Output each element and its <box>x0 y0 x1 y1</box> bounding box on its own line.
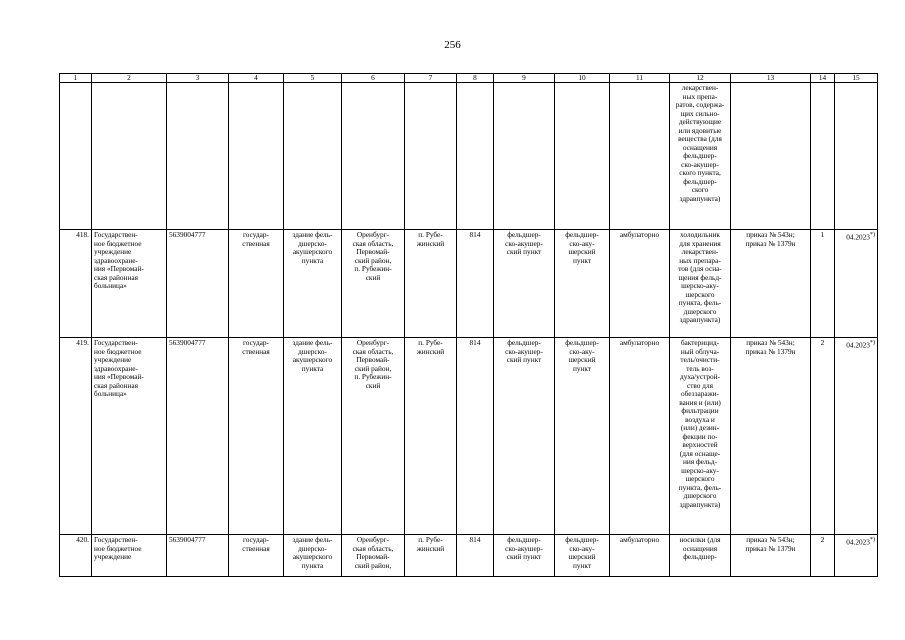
column-header: 11 <box>610 74 670 83</box>
unit-cell: фельдшер- ско-аку- шерский пункт <box>555 230 610 338</box>
quantity-cell: 2 <box>811 338 835 535</box>
settlement-cell: п. Рубе- жинский <box>405 535 457 577</box>
quantity-cell: 1 <box>811 230 835 338</box>
table-row <box>60 230 878 338</box>
order-cell: приказ № 543н; приказ № 1379н <box>731 338 811 535</box>
date-value: 04.2023 <box>846 340 870 350</box>
address-cell: Оренбург- ская область, Первомай- ский район, п. Рубежин- ский <box>342 338 405 535</box>
address-cell: Оренбург- ская область, Первомай- ский район, п. Рубежин- ский <box>342 230 405 338</box>
column-header: 10 <box>555 74 610 83</box>
code-cell: 814 <box>457 535 494 577</box>
footnote-mark: *) <box>869 232 875 238</box>
facility-type-cell: фельдшер- ско-акушер- ский пункт <box>494 535 555 577</box>
table-row <box>60 338 878 535</box>
column-header: 15 <box>835 74 878 83</box>
inn-cell: 5639004777 <box>167 338 229 535</box>
settlement-cell: п. Рубе- жинский <box>405 230 457 338</box>
building-cell: здание фель- дшерско- акушерского пункта <box>284 535 342 577</box>
equipment-cell: холодильник для хранения лекарствен- ных препара- тов (для осна- щения фельд- шерско-аку- шерского пункта, фель- дшерского здравпункта) <box>670 230 731 338</box>
column-number-row <box>60 74 878 83</box>
row-number: 419. <box>60 338 92 535</box>
inn-cell: 5639004777 <box>167 535 229 577</box>
date-cell <box>835 230 878 338</box>
order-cell: приказ № 543н; приказ № 1379н <box>731 535 811 577</box>
footnote-mark: *) <box>869 537 875 543</box>
column-header: 8 <box>457 74 494 83</box>
ownership-cell: государ- ственная <box>229 338 284 535</box>
equipment-cell: носилки (для оснащения фельдшер- <box>670 535 731 577</box>
footnote-mark: *) <box>869 340 875 346</box>
inn-cell: 5639004777 <box>167 230 229 338</box>
code-cell: 814 <box>457 338 494 535</box>
column-header: 4 <box>229 74 284 83</box>
column-header: 14 <box>811 74 835 83</box>
date-cell <box>835 338 878 535</box>
quantity-cell: 2 <box>811 535 835 577</box>
column-header: 5 <box>284 74 342 83</box>
organization-cell: Государствен- ное бюджетное учреждение <box>92 535 167 577</box>
date-value: 04.2023 <box>846 537 870 547</box>
column-header: 13 <box>731 74 811 83</box>
ownership-cell: государ- ственная <box>229 230 284 338</box>
order-cell: приказ № 543н; приказ № 1379н <box>731 230 811 338</box>
ownership-cell: государ- ственная <box>229 535 284 577</box>
date-value: 04.2023 <box>846 232 870 242</box>
organization-cell: Государствен- ное бюджетное учреждение здравоохране- ния «Первомай- ская районная больница» <box>92 338 167 535</box>
unit-cell: фельдшер- ско-аку- шерский пункт <box>555 535 610 577</box>
care-type-cell: амбулаторно <box>610 535 670 577</box>
unit-cell: фельдшер- ско-аку- шерский пункт <box>555 338 610 535</box>
care-type-cell: амбулаторно <box>610 230 670 338</box>
equipment-cell: лекарствен- ных препа- ратов, содержа- щих сильно- действующие или ядовитые вещества (для оснащения фельдшер- ско-акушер- ского пункта, фельдшер- ского здравпункта) <box>670 83 731 230</box>
organization-cell: Государствен- ное бюджетное учреждение здравоохране- ния «Первомай- ская районная больница» <box>92 230 167 338</box>
facility-type-cell: фельдшер- ско-акушер- ский пункт <box>494 230 555 338</box>
column-header: 2 <box>92 74 167 83</box>
page-number: 256 <box>444 39 461 51</box>
code-cell: 814 <box>457 230 494 338</box>
column-header: 9 <box>494 74 555 83</box>
address-cell: Оренбург- ская область, Первомай- ский район, <box>342 535 405 577</box>
registry-table <box>59 73 878 577</box>
date-cell <box>835 535 878 577</box>
continuation-row <box>60 83 878 230</box>
column-header: 12 <box>670 74 731 83</box>
facility-type-cell: фельдшер- ско-акушер- ский пункт <box>494 338 555 535</box>
column-header: 3 <box>167 74 229 83</box>
column-header: 7 <box>405 74 457 83</box>
equipment-cell: бактерицид- ный облуча- тель/очисти- тель воз- духа/устрой- ство для обеззаражи- вания и (или) фильтрации воздуха и (или) дезин- фекции по- верхностей (для оснаще- ния фельд- шерско-аку- шерского пункта, фель- дшерского здравпункта) <box>670 338 731 535</box>
care-type-cell: амбулаторно <box>610 338 670 535</box>
row-number: 418. <box>60 230 92 338</box>
settlement-cell: п. Рубе- жинский <box>405 338 457 535</box>
building-cell: здание фель- дшерско- акушерского пункта <box>284 230 342 338</box>
row-number: 420. <box>60 535 92 577</box>
column-header: 6 <box>342 74 405 83</box>
building-cell: здание фель- дшерско- акушерского пункта <box>284 338 342 535</box>
table-row <box>60 535 878 577</box>
column-header: 1 <box>60 74 92 83</box>
